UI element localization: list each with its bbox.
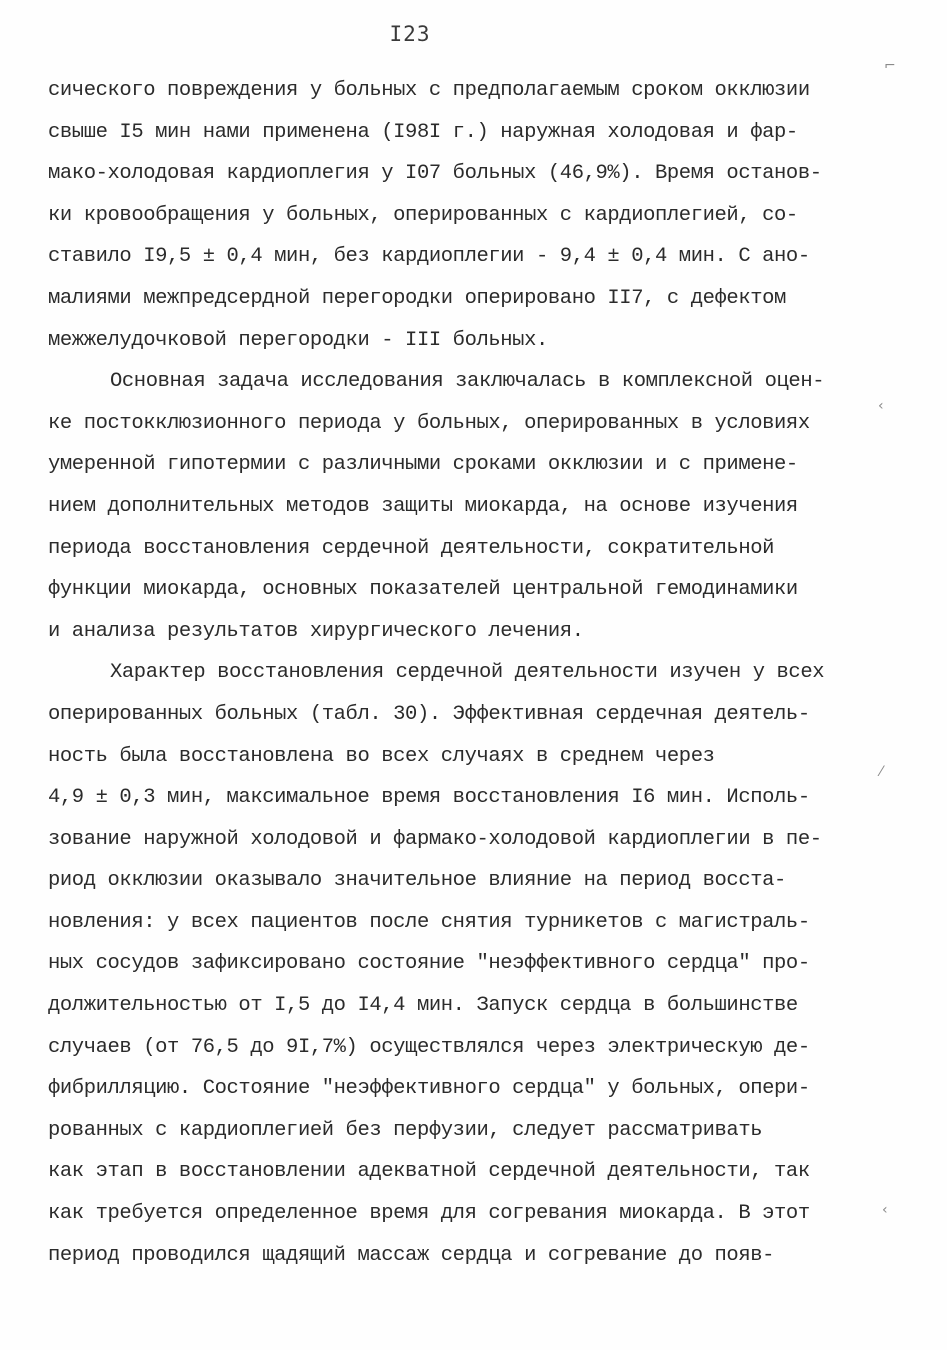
margin-mark: ‹ — [882, 1202, 888, 1218]
text-line: мако-холодовая кардиоплегия у I07 больных (46,9%). Время останов- — [48, 162, 822, 186]
text-line: ки кровообращения у больных, оперированных с кардиоплегией, со- — [48, 203, 798, 227]
text-line: Характер восстановления сердечной деятельности изучен у всех — [110, 661, 825, 685]
text-line: Основная задача исследования заключалась в комплексной оцен- — [110, 370, 825, 394]
page-number: I23 — [389, 22, 431, 46]
text-line: ность была восстановлена во всех случаях в среднем через — [48, 744, 715, 768]
text-line: ке постокклюзионного периода у больных, оперированных в условиях — [48, 411, 810, 435]
text-line: малиями межпредсердной перегородки оперировано II7, с дефектом — [48, 286, 786, 310]
text-line: умеренной гипотермии с различными сроками окклюзии и с примене- — [48, 453, 798, 477]
text-line: риод окклюзии оказывало значительное влияние на период восста- — [48, 869, 786, 893]
text-line: и анализа результатов хирургического лечения. — [48, 619, 584, 643]
text-line: зование наружной холодовой и фармако-холодовой кардиоплегии в пе- — [48, 827, 822, 851]
text-line: сического повреждения у больных с предполагаемым сроком окклюзии — [48, 79, 810, 102]
text-line: ных сосудов зафиксировано состояние "неэффективного сердца" про- — [48, 952, 810, 976]
text-line: должительностью от I,5 до I4,4 мин. Запуск сердца в большинстве — [48, 994, 798, 1018]
text-line: как этап в восстановлении адекватной сердечной деятельности, так — [48, 1160, 810, 1184]
margin-mark: ⌐ — [884, 58, 896, 74]
text-line: 4,9 ± 0,3 мин, максимальное время восстановления I6 мин. Исполь- — [48, 786, 810, 810]
text-line: ставило I9,5 ± 0,4 мин, без кардиоплегии - 9,4 ± 0,4 мин. С ано- — [48, 245, 810, 269]
text-line: оперированных больных (табл. 30). Эффективная сердечная деятель- — [48, 702, 810, 726]
body-text — [48, 70, 878, 1276]
text-line: как требуется определенное время для согревания миокарда. В этот — [48, 1202, 810, 1226]
text-line: фибрилляцию. Состояние "неэффективного сердца" у больных, опери- — [48, 1077, 810, 1101]
text-line: функции миокарда, основных показателей центральной гемодинамики — [48, 578, 798, 602]
text-line: нием дополнительных методов защиты миокарда, на основе изучения — [48, 494, 798, 518]
text-line: межжелудочковой перегородки - III больных. — [48, 328, 548, 352]
margin-mark: ⁄ — [880, 764, 883, 780]
text-line: случаев (от 76,5 до 9I,7%) осуществлялся через электрическую де- — [48, 1035, 810, 1059]
text-line: новления: у всех пациентов после снятия турникетов с магистраль- — [48, 910, 810, 934]
text-line: свыше I5 мин нами применена (I98I г.) наружная холодовая и фар- — [48, 120, 798, 144]
text-line: периода восстановления сердечной деятельности, сократительной — [48, 536, 775, 560]
text-line: рованных с кардиоплегией без перфузии, следует рассматривать — [48, 1118, 763, 1142]
margin-mark: ‹ — [878, 398, 884, 414]
text-line: период проводился щадящий массаж сердца и согревание до появ- — [48, 1243, 775, 1267]
